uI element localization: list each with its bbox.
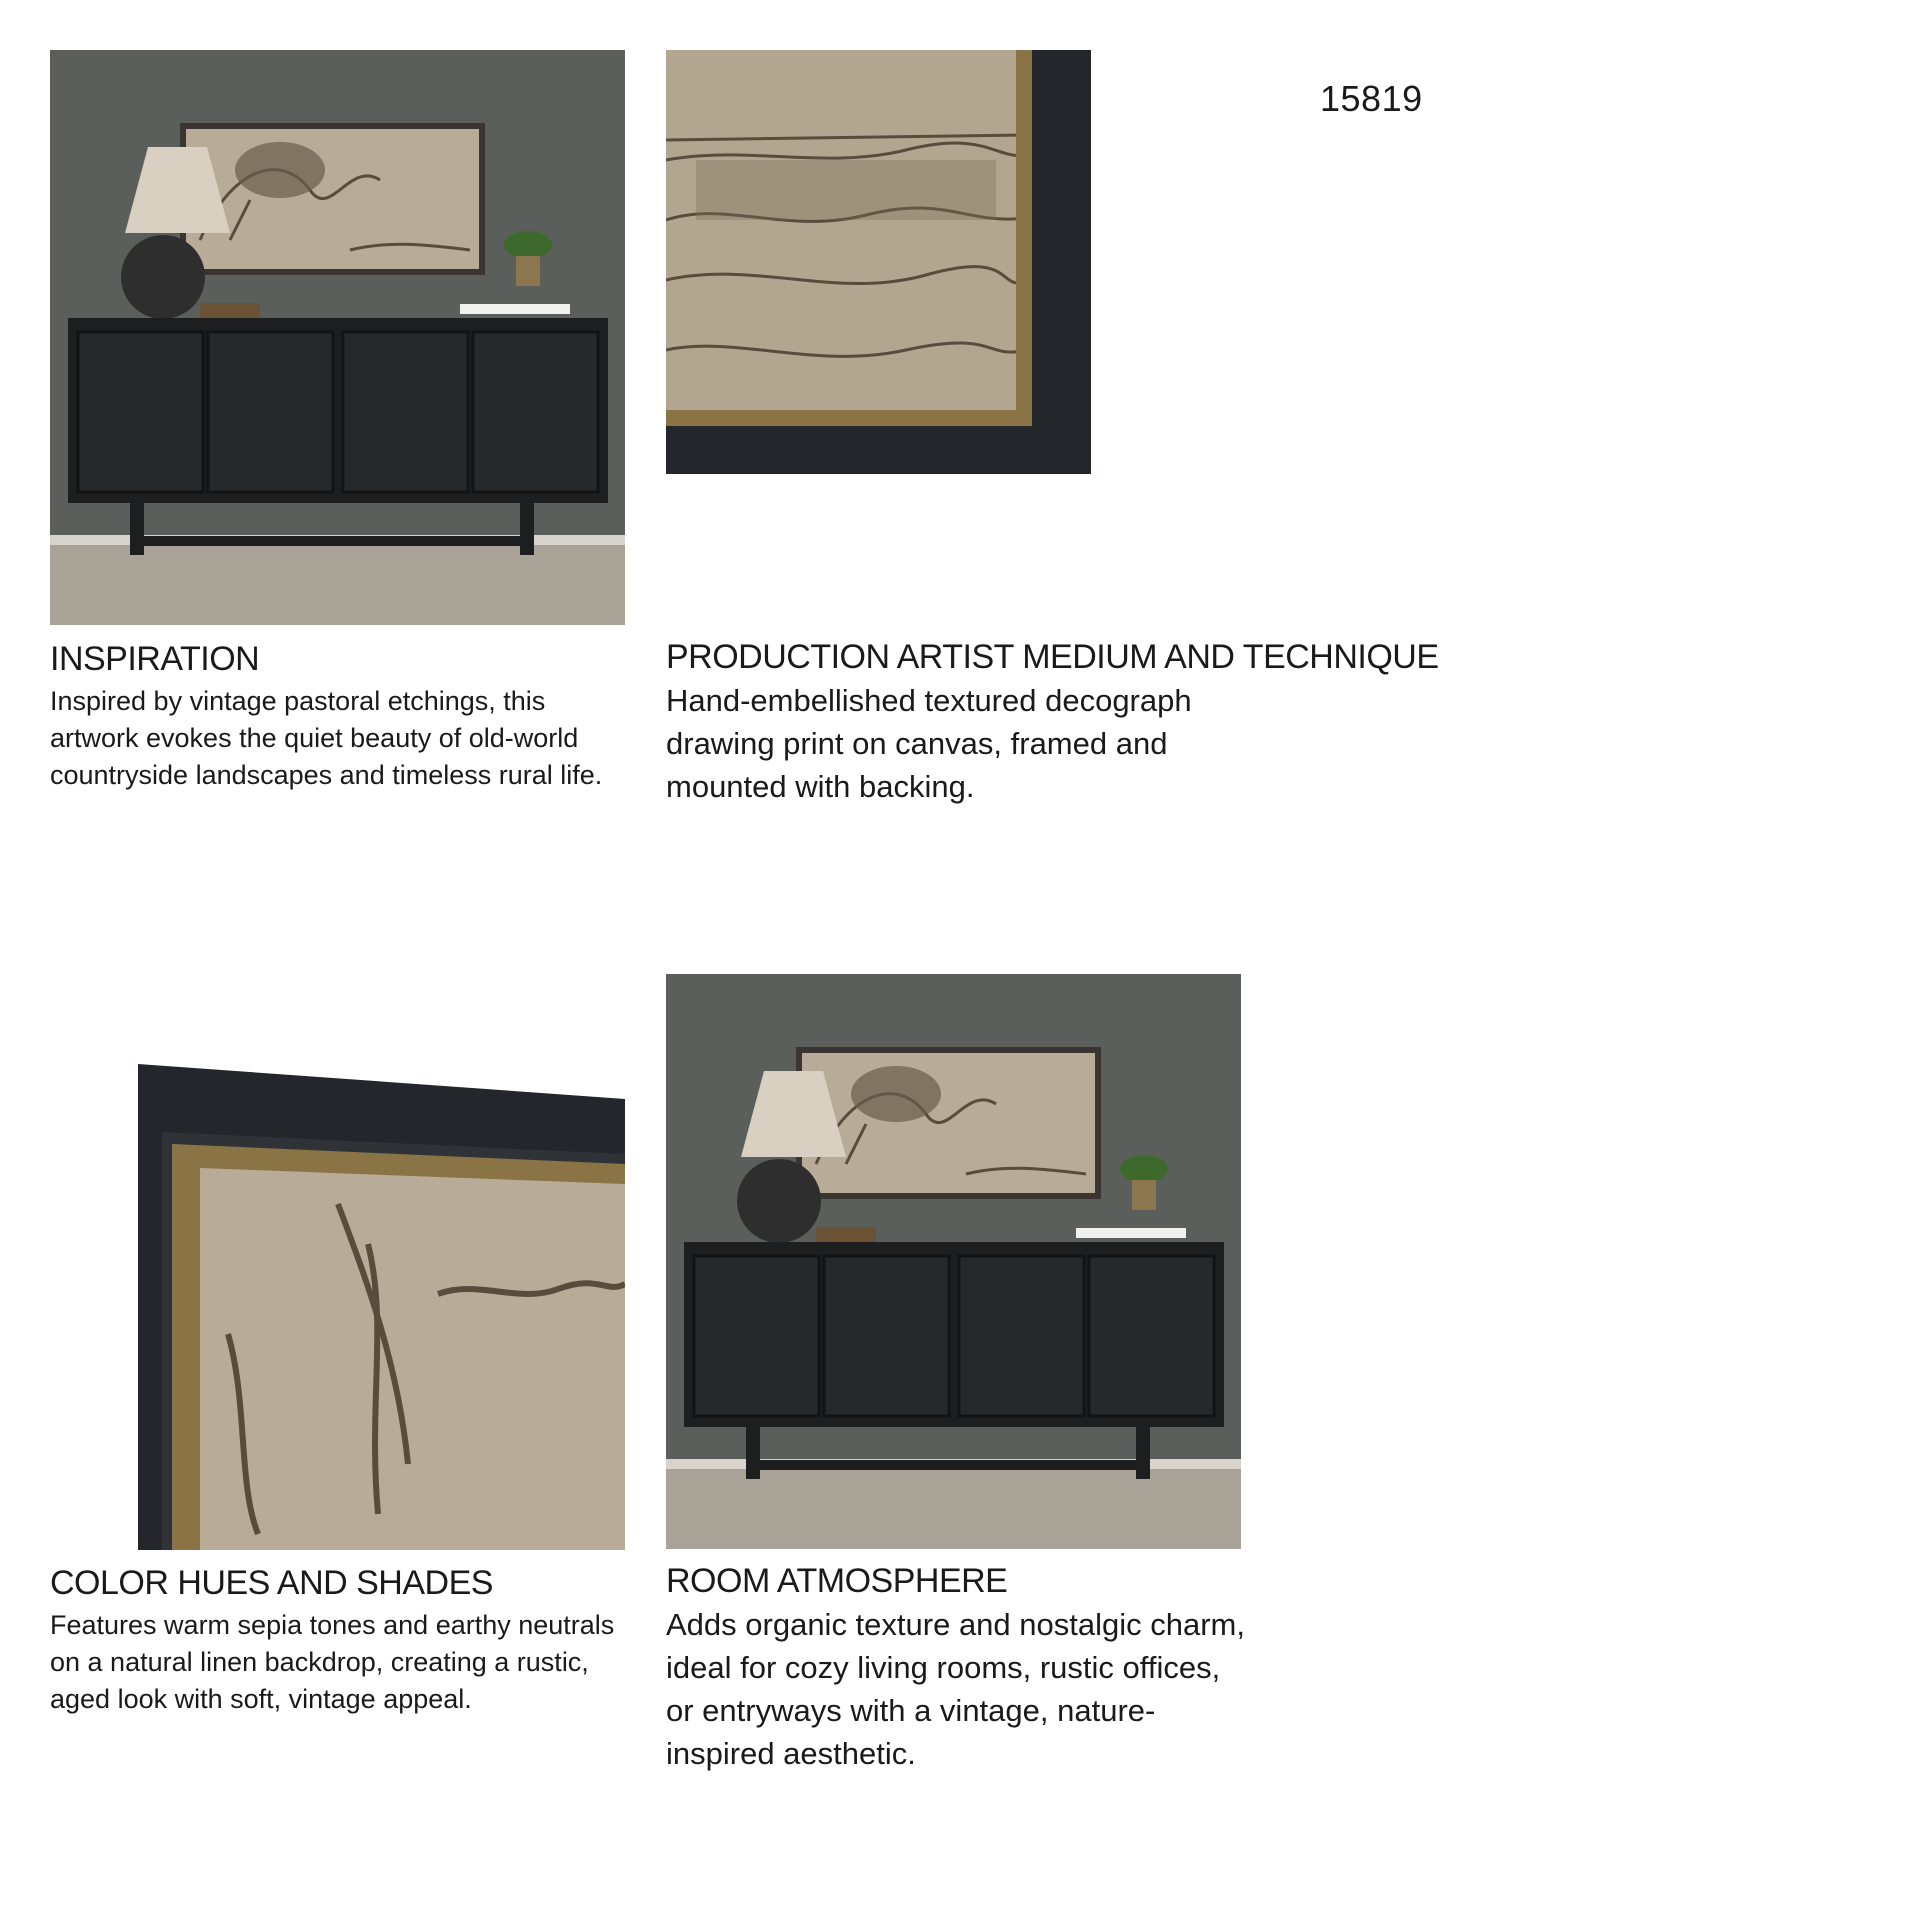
color-detail-photo (138, 1064, 625, 1550)
artwork-corner-detail-photo (666, 50, 1091, 474)
room-section (666, 1562, 1266, 1775)
production-heading: PRODUCTION ARTIST MEDIUM AND TECHNIQUE (666, 638, 1439, 676)
artwork-corner-detail-image (666, 50, 1091, 474)
inspiration-text: Inspired by vintage pastoral etchings, this artwork evokes the quiet beauty of old-world countryside landscapes and timeless rural life. (50, 686, 603, 790)
room-scene-image (50, 50, 625, 625)
room-atmosphere-image (666, 974, 1241, 1549)
inspiration-section (50, 640, 630, 794)
product-sku: 15819 (1320, 78, 1423, 119)
room-text: Adds organic texture and nostalgic charm, ideal for cozy living rooms, rustic offices, or entryways with a vintage, nature-inspired aesthetic. (666, 1607, 1245, 1771)
room-scene-photo (50, 50, 625, 625)
color-heading: COLOR HUES AND SHADES (50, 1564, 493, 1602)
color-section (50, 1564, 635, 1718)
color-detail-image (138, 1064, 625, 1550)
room-heading: ROOM ATMOSPHERE (666, 1562, 1008, 1600)
inspiration-heading: INSPIRATION (50, 640, 260, 678)
room-atmosphere-photo (666, 974, 1241, 1549)
production-section (666, 638, 1496, 808)
color-text: Features warm sepia tones and earthy neutrals on a natural linen backdrop, creating a rustic, aged look with soft, vintage appeal. (50, 1610, 615, 1714)
production-text: Hand-embellished textured decograph drawing print on canvas, framed and mounted with backing. (666, 683, 1192, 804)
